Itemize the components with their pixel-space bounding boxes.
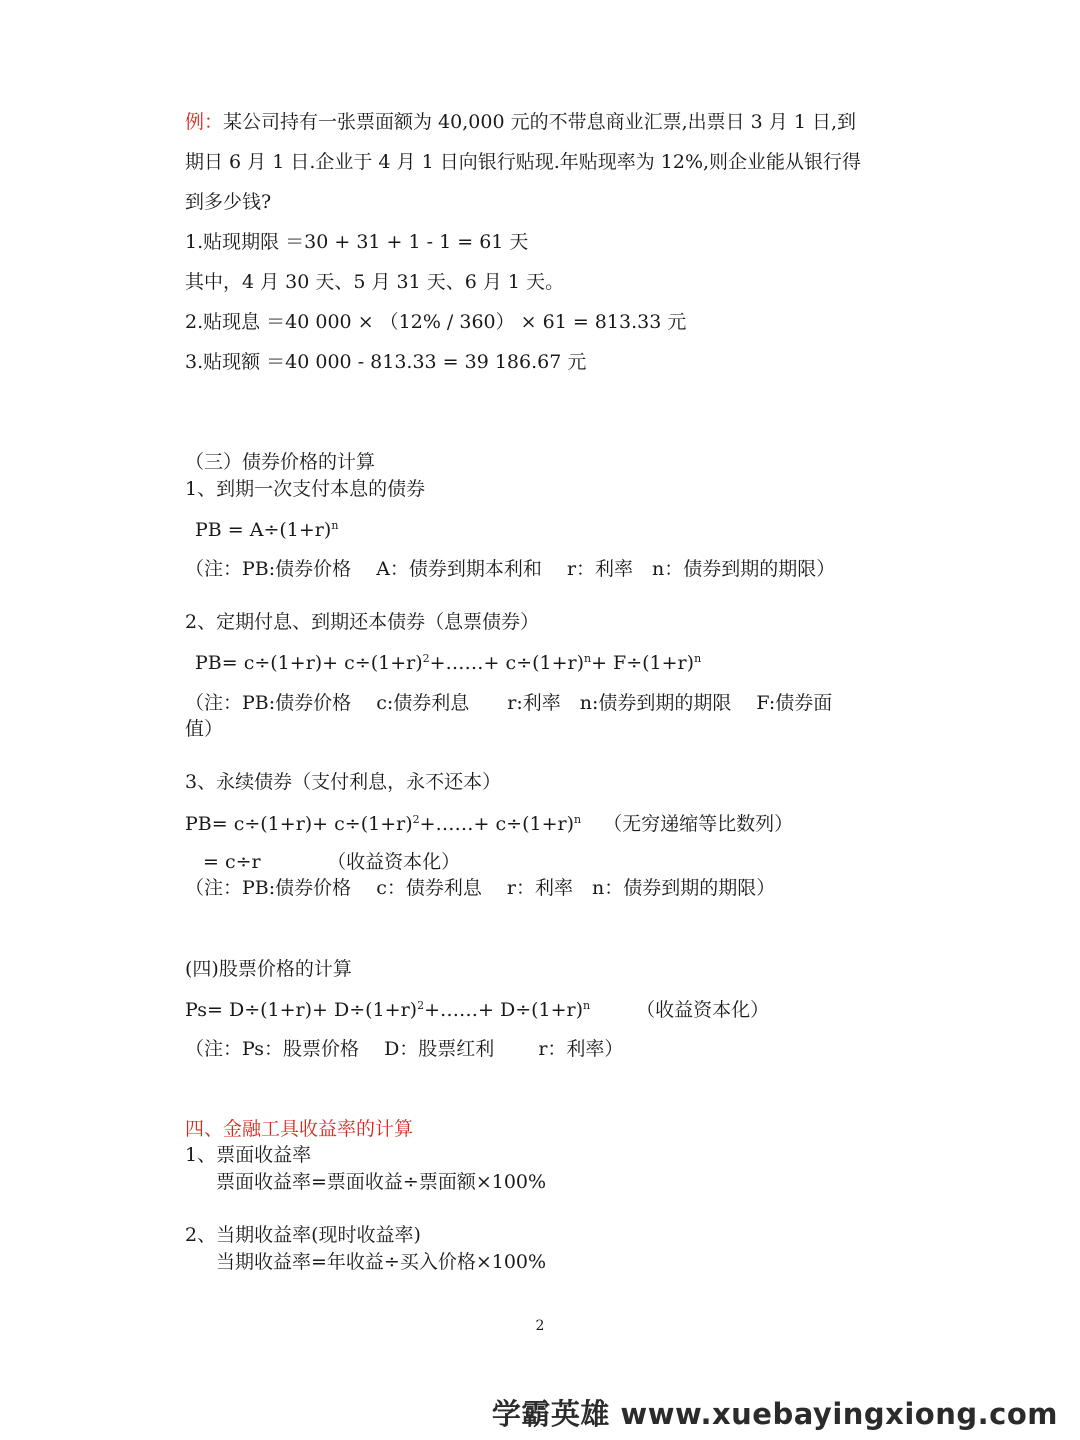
watermark: 学霸英雄 www.xuebayingxiong.com	[491, 1397, 1058, 1431]
yield-s1-title: 1、票面收益率	[185, 1144, 312, 1166]
bond-s1-title: 1、到期一次支付本息的债券	[185, 478, 426, 500]
example-label: 例：	[185, 111, 224, 133]
bond-s2-title: 2、定期付息、到期还本债券（息票债券）	[185, 611, 540, 633]
bond-s1-note: （注：PB:债券价格 A：债券到期本利和 r：利率 n：债券到期的期限）	[185, 558, 836, 580]
bond-s2-f1: PB= c÷(1+r)+ c÷(1+r)	[195, 652, 423, 674]
example-note: 其中，4 月 30 天、5 月 31 天、6 月 1 天。	[185, 271, 565, 293]
example-step-3: 3.贴现额 ＝40 000 - 813.33 = 39 186.67 元	[185, 351, 587, 373]
example-step-1: 1.贴现期限 ＝30 + 31 + 1 - 1 = 61 天	[185, 231, 529, 253]
yield-heading: 四、金融工具收益率的计算	[185, 1118, 414, 1140]
stock-f3: （收益资本化）	[636, 999, 770, 1021]
bond-s3-e2: n	[573, 813, 582, 826]
stock-note: （注：Ps：股票价格 D：股票红利 r：利率）	[185, 1038, 624, 1060]
yield-s2-formula: 当期收益率=年收益÷买入价格×100%	[216, 1251, 547, 1273]
page-number: 2	[535, 1318, 545, 1334]
example-line-1	[185, 110, 856, 134]
bond-s2-e2: n	[583, 652, 592, 665]
bond-heading: （三）债券价格的计算	[185, 451, 376, 473]
bond-s3-title: 3、永续债券（支付利息，永不还本）	[185, 771, 502, 793]
stock-formula	[185, 998, 769, 1022]
yield-s1-formula: 票面收益率=票面收益÷票面额×100%	[216, 1171, 547, 1193]
bond-s2-e3: n	[694, 652, 702, 665]
bond-s2-formula	[195, 651, 701, 675]
stock-heading: (四)股票价格的计算	[185, 958, 352, 980]
stock-e1: 2	[417, 999, 425, 1012]
bond-s2-e1: 2	[422, 652, 430, 665]
bond-s3-f1: PB= c÷(1+r)+ c÷(1+r)	[185, 813, 413, 835]
bond-s1-exp: n	[331, 519, 339, 532]
bond-s3-f2: +……+ c÷(1+r)	[419, 813, 574, 835]
example-line-3: 到多少钱?	[185, 191, 272, 213]
example-step-2: 2.贴现息 ＝40 000 × （12% / 360） × 61 = 813.33 元	[185, 311, 687, 333]
bond-s3-note: （注：PB:债券价格 c：债券利息 r：利率 n：债券到期的期限）	[185, 877, 776, 899]
bond-s2-note-1: （注：PB:债券价格 c:债券利息 r:利率 n:债券到期的期限 F:债券面	[185, 692, 833, 714]
stock-f1: Ps= D÷(1+r)+ D÷(1+r)	[185, 999, 418, 1021]
yield-s2-title: 2、当期收益率(现时收益率)	[185, 1224, 421, 1246]
bond-s2-f3: + F÷(1+r)	[591, 652, 695, 674]
bond-s2-f2: +……+ c÷(1+r)	[429, 652, 584, 674]
example-line-2: 期日 6 月 1 日.企业于 4 月 1 日向银行贴现.年贴现率为 12%,则企业能从银行得	[185, 151, 862, 173]
bond-s3-formula	[185, 812, 793, 836]
stock-f2: +……+ D÷(1+r)	[424, 999, 584, 1021]
bond-s1-formula	[195, 518, 338, 542]
bond-s1-formula-text: PB = A÷(1+r)	[195, 519, 332, 541]
bond-s3-line-2: = c÷r （收益资本化）	[203, 851, 461, 873]
stock-e2: n	[583, 999, 591, 1012]
bond-s3-e1: 2	[412, 813, 420, 826]
example-text-1: 某公司持有一张票面额为 40,000 元的不带息商业汇票,出票日 3 月 1 日,到	[223, 111, 856, 133]
bond-s3-f3: （无穷递缩等比数列）	[603, 813, 794, 835]
bond-s2-note-2: 值）	[185, 718, 224, 740]
